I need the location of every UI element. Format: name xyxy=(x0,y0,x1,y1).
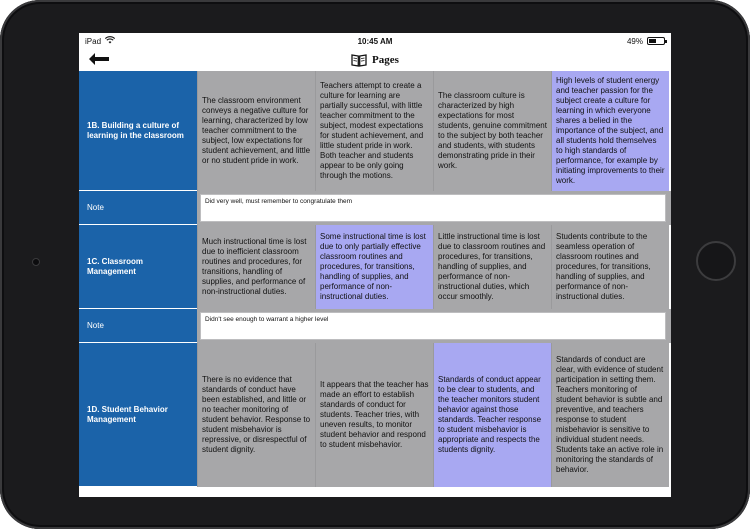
rating-cell[interactable]: The classroom culture is characterized by high expectations for most students, genuine commitment to the subject by both teacher and students, with students demonstrating pride in their work. xyxy=(433,71,551,191)
rating-cell[interactable]: Standards of conduct are clear, with evidence of student participation in setting them. Teachers monitoring of student behavior is subtle and preventive, and teachers response to student misbehavior is sensitive to individual student needs. Students take an active role in monitoring the standards of behavior. xyxy=(551,343,669,487)
battery-icon xyxy=(647,37,665,45)
screen xyxy=(79,33,671,497)
status-bar xyxy=(79,33,671,49)
criterion-label: 1C. Classroom Management xyxy=(79,225,197,309)
status-time: 10:45 AM xyxy=(357,36,393,46)
rubric-row-1b xyxy=(79,71,671,191)
rubric-table xyxy=(79,71,671,487)
rating-cell[interactable]: High levels of student energy and teacher passion for the subject create a culture for learning in which everyone shares a belied in the importance of the subject, and all students hold themselves to high standards of performance, for example by initiating improvements to their work. xyxy=(551,71,669,191)
book-icon xyxy=(351,53,367,67)
rating-cell[interactable]: There is no evidence that standards of conduct have been established, and little or no teacher monitoring of student behavior. Response to student misbehavior is repressive, or disrespectful of student dignity. xyxy=(197,343,315,487)
note-row-1b xyxy=(79,191,671,225)
rubric-row-1d xyxy=(79,343,671,487)
note-row-1c xyxy=(79,309,671,343)
home-button-icon[interactable] xyxy=(696,241,736,281)
nav-bar xyxy=(79,49,671,71)
criterion-label: 1D. Student Behavior Management xyxy=(79,343,197,487)
note-field[interactable]: Didn't see enough to warrant a higher level xyxy=(200,312,666,340)
criterion-label: 1B. Building a culture of learning in the classroom xyxy=(79,71,197,191)
note-field[interactable]: Did very well, must remember to congratulate them xyxy=(200,194,666,222)
note-label: Note xyxy=(79,191,197,225)
rating-cell[interactable]: Much instructional time is lost due to inefficient classroom routines and procedures, for transitions, handling of supplies, and performance of non-instructional duties. xyxy=(197,225,315,309)
carrier-label: iPad xyxy=(85,36,102,46)
rubric-row-1c xyxy=(79,225,671,309)
camera-icon xyxy=(32,258,40,266)
rating-cell[interactable]: It appears that the teacher has made an effort to establish standards of conduct for students. Teacher tries, with uneven results, to monitor student behavior and respond to student misbehavior. xyxy=(315,343,433,487)
note-label: Note xyxy=(79,309,197,343)
rating-cell[interactable]: Little instructional time is lost due to classroom routines and procedures, for transitions, handling of supplies, and performance of non- instructional duties, which occur smoothly. xyxy=(433,225,551,309)
battery-level xyxy=(649,39,656,43)
page-title: Pages xyxy=(372,54,399,66)
rating-cell[interactable]: The classroom environment conveys a negative culture for learning, characterized by low teacher commitment to the subject, low expectations for student achievement, and little or no student pride in work. xyxy=(197,71,315,191)
rating-cell[interactable]: Teachers attempt to create a culture for learning are partially successful, with little teacher commitment to the subject, modest expectations for student achievement, and little student pride in work. Both teacher and students appear to be only going through the motions. xyxy=(315,71,433,191)
rating-cell[interactable]: Standards of conduct appear to be clear to students, and the teacher monitors student behavior against those standards. Teacher response to student misbehavior is appropriate and respects the students dignity. xyxy=(433,343,551,487)
battery-percent: 49% xyxy=(626,36,643,46)
back-button[interactable] xyxy=(87,51,111,67)
rating-cell[interactable]: Some instructional time is lost due to only partially effective classroom routines and procedures, for transitions, handling of supplies, and performance of non- instructional duties. xyxy=(315,225,433,309)
wifi-icon xyxy=(105,36,115,46)
rating-cell[interactable]: Students contribute to the seamless operation of classroom routines and procedures, for transitions, handling of supplies, and performance of non- instructional duties. xyxy=(551,225,669,309)
back-arrow-icon xyxy=(88,52,110,66)
